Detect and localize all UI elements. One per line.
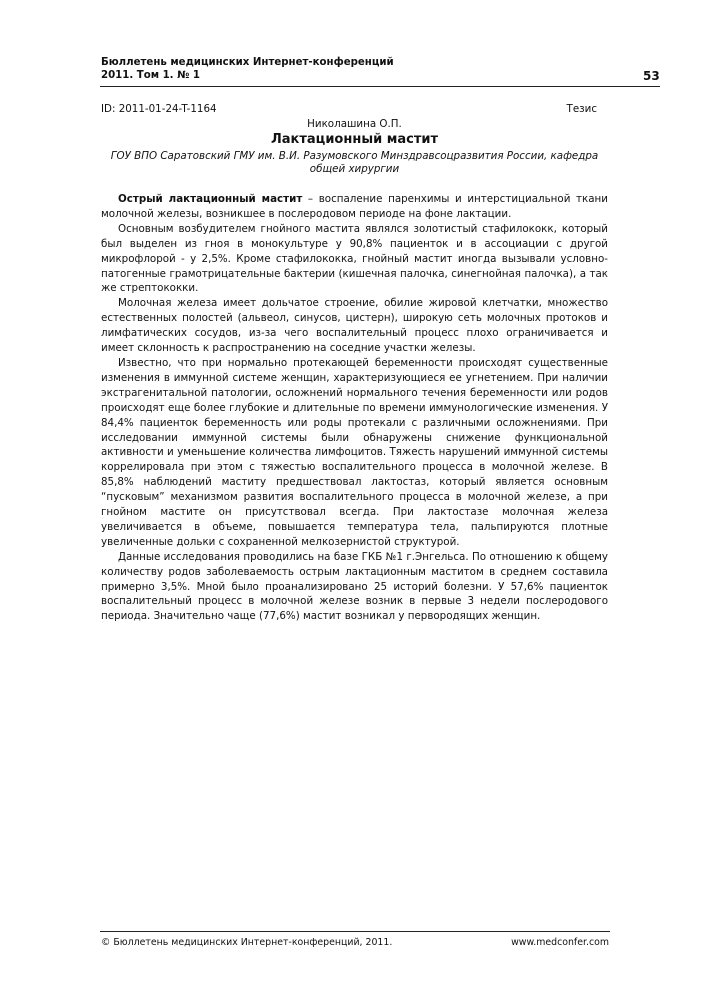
article-meta — [101, 103, 597, 115]
body-paragraph-4: Известно, что при нормально протекающей беременности происходят существенные изменения в иммунной системе женщин, характеризующиеся ее угнетением. При наличии экстрагенитальной патологии, осложнений нормального течения беременности или родов происходят еще более глубокие и длительные по времени иммунологические изменения. У 84,4% пациенток беременность или роды протекали с различными осложнениями. При исследовании иммунной системы были обнаружены снижение функциональной активности и уменьшение количества лимфоцитов. Тяжесть нарушений иммунной системы коррелировала при этом с тяжестью воспалительного процесса в молочной железе. В 85,8% наблюдений маститу предшествовал лактостаз, который является основным “пусковым” механизмом развития воспалительного процесса в молочной железе, а при гнойном мастите он присутствовал всегда. При лактостазе молочная железа увеличивается в объеме, повышается температура тела, пальпируются плотные увеличенные дольки с сохраненной мелкозернистой структурой. — [101, 356, 608, 548]
journal-issue: 2011. Том 1. № 1 — [101, 69, 200, 81]
footer-website: www.medconfer.com — [511, 937, 609, 948]
article-type: Тезис — [566, 103, 597, 115]
footer-copyright: © Бюллетень медицинских Интернет-конференций, 2011. — [101, 937, 393, 948]
body-paragraph-1 — [101, 192, 608, 222]
journal-header — [101, 57, 661, 82]
body-paragraph-5: Данные исследования проводились на базе ГКБ №1 г.Энгельса. По отношению к общему количеству родов заболеваемость острым лактационным маститом в среднем составила примерно 3,5%. Мной было проанализировано 25 историй болезни. У 57,6% пациенток воспалительный процесс в молочной железе возник в первые 3 недели послеродового периода. Значительно чаще (77,6%) мастит возникал у первородящих женщин. — [101, 550, 608, 623]
article-affiliation: ГОУ ВПО Саратовский ГМУ им. В.И. Разумовского Минздравсоцразвития России, кафедра общей хирургии — [110, 150, 599, 175]
page-footer — [101, 937, 609, 948]
article-title: Лактационный мастит — [270, 132, 438, 147]
article-author: Николашина О.П. — [307, 118, 402, 130]
header-divider — [100, 86, 660, 87]
article-id: ID: 2011-01-24-T-1164 — [101, 103, 217, 115]
lead-term: Острый лактационный мастит — [118, 193, 303, 205]
article-body — [101, 192, 608, 624]
footer-divider — [100, 931, 610, 932]
page-number: 53 — [643, 69, 660, 83]
body-paragraph-2: Основным возбудителем гнойного мастита являлся золотистый стафилококк, который был выделен из гноя в монокультуре у 90,8% пациенток и в ассоциации с другой микрофлорой - у 2,5%. Кроме стафилококка, гнойный мастит иногда вызывали условно-патогенные грамотрицательные бактерии (кишечная палочка, синегнойная палочка), а так же стрептококки. — [101, 222, 608, 295]
body-paragraph-3: Молочная железа имеет дольчатое строение, обилие жировой клетчатки, множество естественных полостей (альвеол, синусов, цистерн), широкую сеть молочных протоков и лимфатических сосудов, из-за чего воспалительный процесс плохо ограничивается и имеет склонность к распространению на соседние участки железы. — [101, 297, 608, 355]
journal-title: Бюллетень медицинских Интернет-конференций — [101, 57, 394, 68]
paragraph-1-text: – воспаление паренхимы и интерстициальной ткани молочной железы, возникшее в послеродовом периоде на фоне лактации. — [101, 193, 608, 220]
